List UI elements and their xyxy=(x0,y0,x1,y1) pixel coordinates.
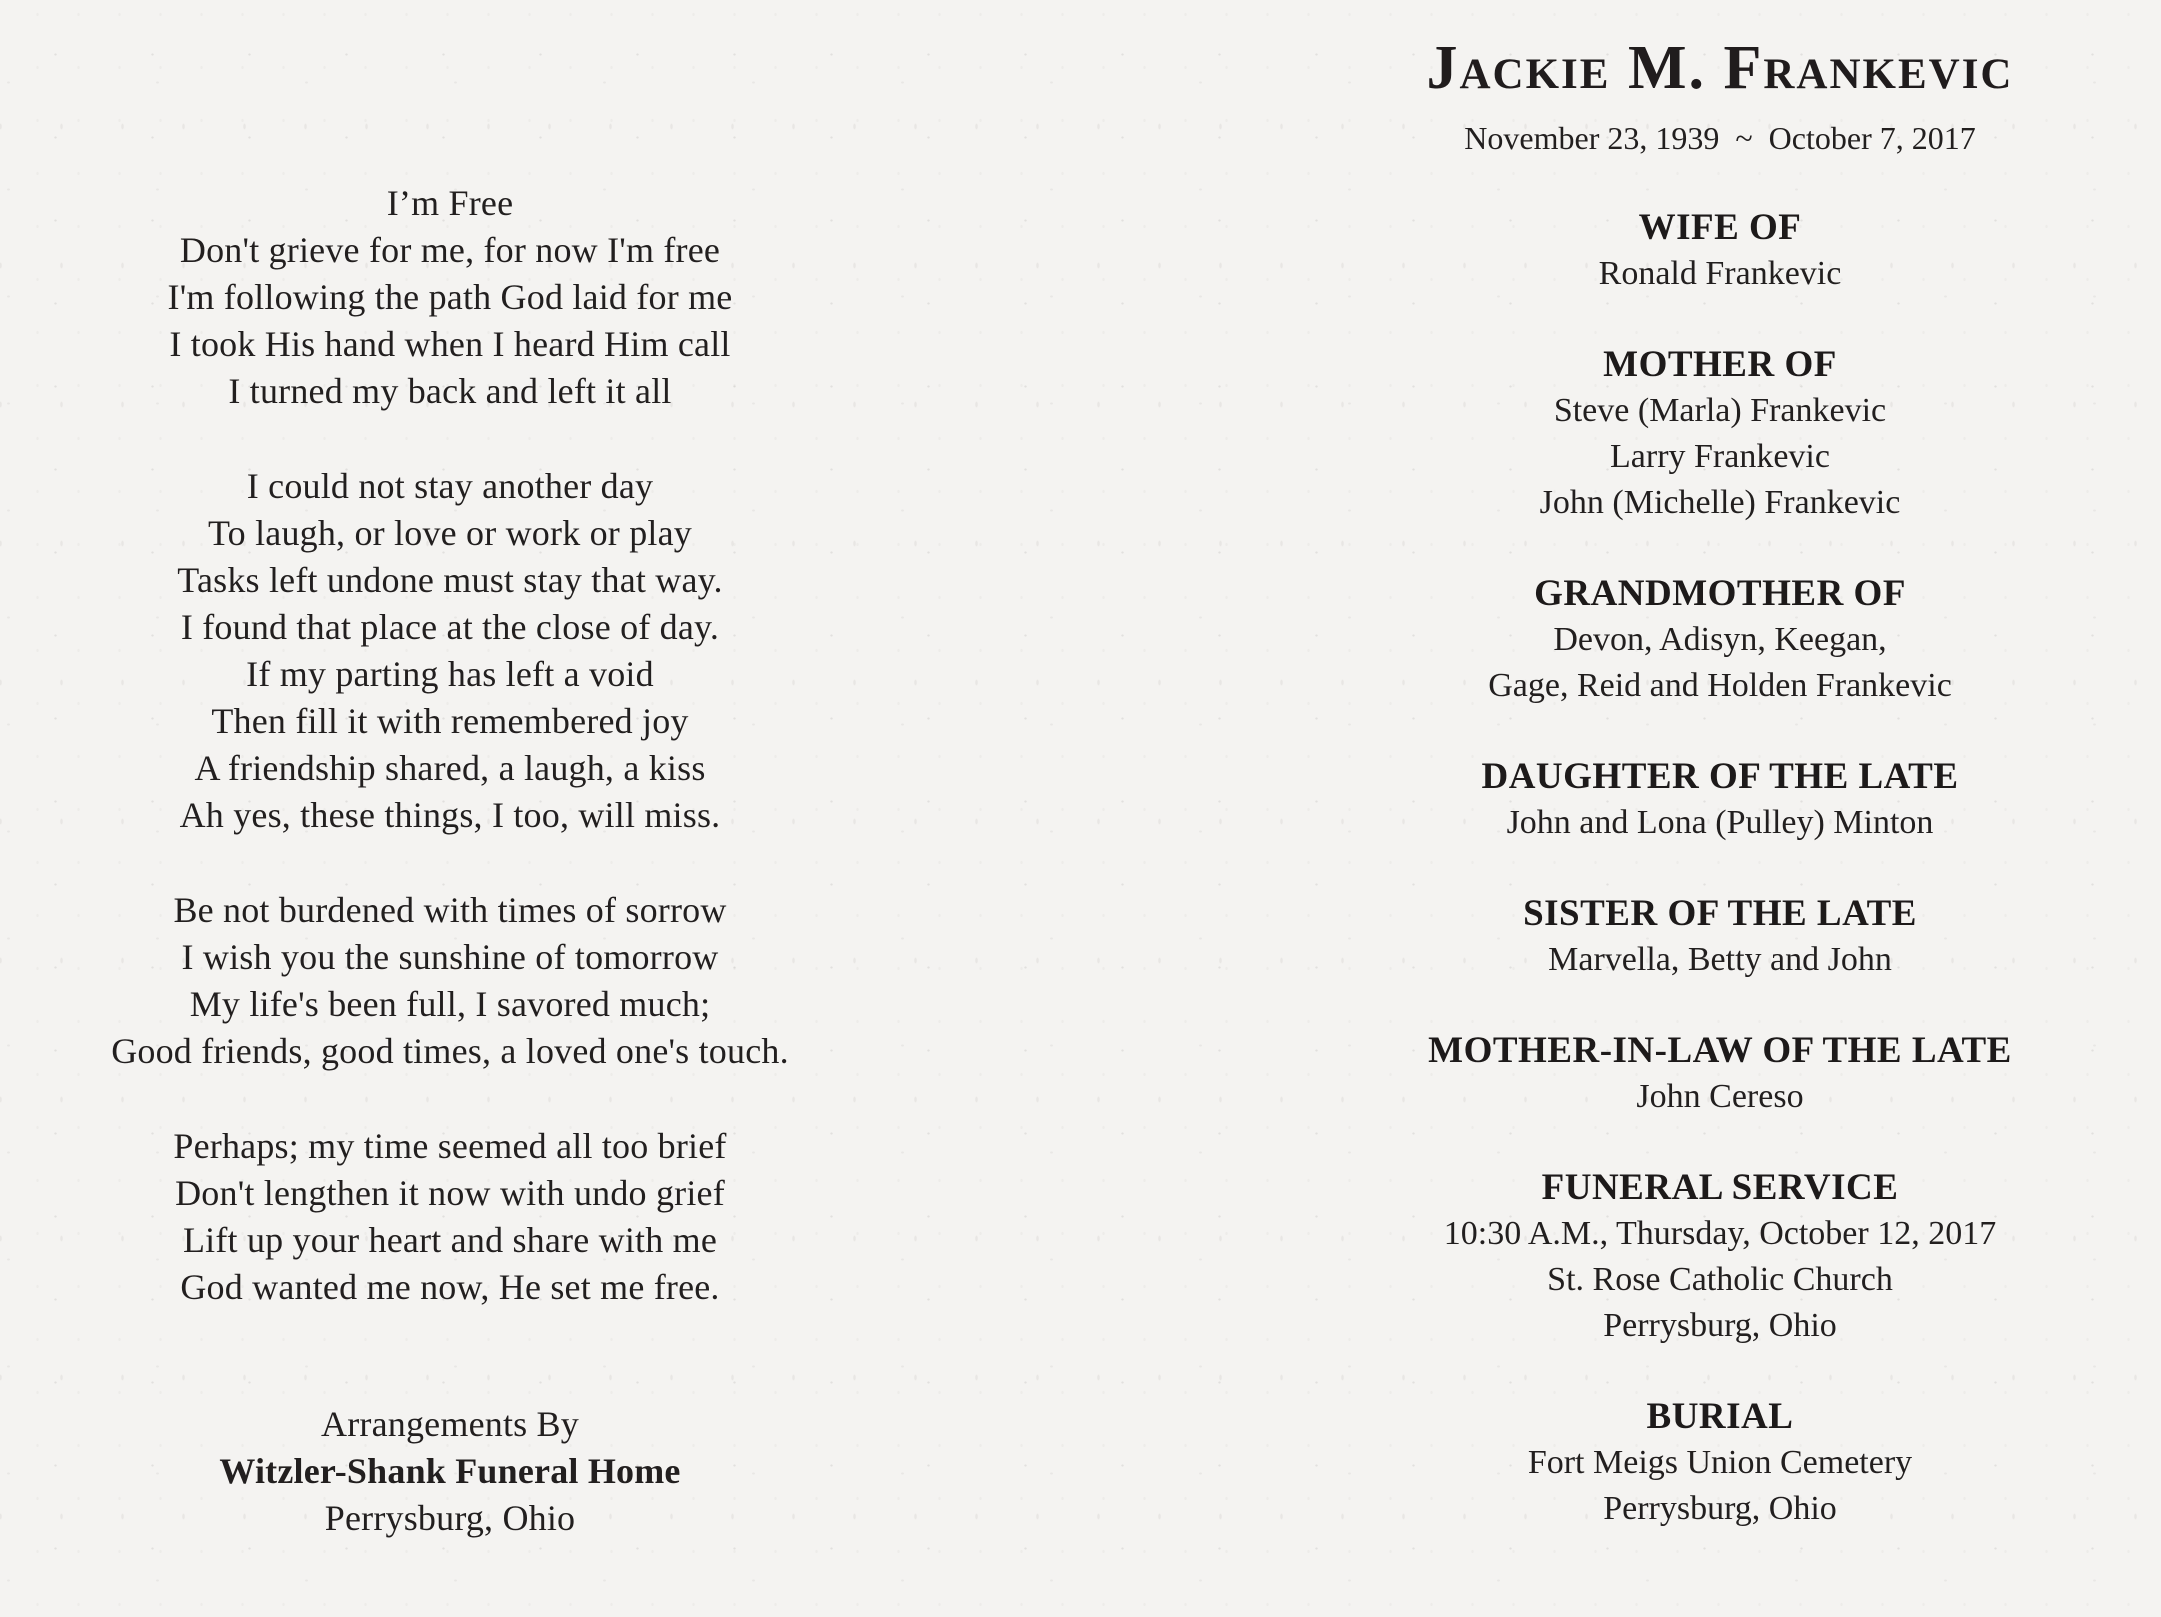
section-heading: WIFE OF xyxy=(1638,207,1802,248)
poem-stanza-1 xyxy=(30,180,870,415)
deceased-name: Jackie M. Frankevic xyxy=(1426,34,2014,102)
arrangements-block xyxy=(30,1401,870,1542)
poem-line: Perhaps; my time seemed all too brief xyxy=(173,1126,727,1166)
section-line: Larry Frankevic xyxy=(1610,438,1830,475)
section-mother-in-law-of-the-late xyxy=(1318,1028,2122,1120)
section-heading: SISTER OF THE LATE xyxy=(1523,893,1917,934)
funeral-home-city: Perrysburg, Ohio xyxy=(324,1498,576,1538)
poem-column xyxy=(30,180,870,1542)
poem-stanza-2 xyxy=(30,463,870,839)
poem-line: Lift up your heart and share with me xyxy=(182,1220,718,1260)
poem-line: My life's been full, I savored much; xyxy=(189,984,711,1024)
poem-line: Be not burdened with times of sorrow xyxy=(173,890,727,930)
section-line: Devon, Adisyn, Keegan, xyxy=(1553,621,1887,658)
poem-line: If my parting has left a void xyxy=(246,654,654,694)
section-grandmother-of xyxy=(1318,571,2122,709)
poem-line: I turned my back and left it all xyxy=(228,371,672,411)
section-line: Marvella, Betty and John xyxy=(1548,941,1892,978)
poem-title: I’m Free xyxy=(386,183,514,223)
section-line: Gage, Reid and Holden Frankevic xyxy=(1488,667,1952,704)
section-line: St. Rose Catholic Church xyxy=(1547,1261,1893,1298)
poem-line: Don't grieve for me, for now I'm free xyxy=(179,230,721,270)
section-line: Fort Meigs Union Cemetery xyxy=(1527,1444,1913,1481)
poem-stanza-4 xyxy=(30,1123,870,1311)
section-line: 10:30 A.M., Thursday, October 12, 2017 xyxy=(1443,1215,1997,1252)
section-line: Perrysburg, Ohio xyxy=(1603,1307,1837,1344)
section-daughter-of-the-late xyxy=(1318,754,2122,846)
section-heading: GRANDMOTHER OF xyxy=(1534,573,1906,614)
obituary-column xyxy=(1318,28,2122,1532)
life-dates: November 23, 1939 ~ October 7, 2017 xyxy=(1464,120,1976,156)
poem-line: Don't lengthen it now with undo grief xyxy=(175,1173,725,1213)
section-heading: FUNERAL SERVICE xyxy=(1541,1167,1899,1208)
poem-line: Tasks left undone must stay that way. xyxy=(177,560,723,600)
poem-line: I'm following the path God laid for me xyxy=(167,277,733,317)
section-heading: BURIAL xyxy=(1646,1396,1794,1437)
poem-stanza-3 xyxy=(30,887,870,1075)
section-line: John Cereso xyxy=(1636,1078,1804,1115)
poem-line: I wish you the sunshine of tomorrow xyxy=(181,937,719,977)
section-line: Ronald Frankevic xyxy=(1598,255,1842,292)
section-line: Perrysburg, Ohio xyxy=(1603,1490,1837,1527)
section-line: John and Lona (Pulley) Minton xyxy=(1506,804,1934,841)
section-line: John (Michelle) Frankevic xyxy=(1539,484,1901,521)
poem-line: A friendship shared, a laugh, a kiss xyxy=(194,748,706,788)
section-heading: MOTHER OF xyxy=(1603,344,1837,385)
poem-line: I could not stay another day xyxy=(246,466,654,506)
arrangements-label: Arrangements By xyxy=(321,1404,579,1444)
poem-line: I found that place at the close of day. xyxy=(180,607,720,647)
section-sister-of-the-late xyxy=(1318,891,2122,983)
poem-line: Good friends, good times, a loved one's touch. xyxy=(111,1031,789,1071)
section-mother-of xyxy=(1318,342,2122,526)
poem-line: I took His hand when I heard Him call xyxy=(169,324,731,364)
section-wife-of xyxy=(1318,205,2122,297)
section-heading: DAUGHTER OF THE LATE xyxy=(1481,756,1959,797)
poem-line: God wanted me now, He set me free. xyxy=(180,1267,720,1307)
poem-line: To laugh, or love or work or play xyxy=(208,513,692,553)
section-burial xyxy=(1318,1394,2122,1532)
funeral-home-name: Witzler-Shank Funeral Home xyxy=(219,1451,681,1491)
poem-line: Then fill it with remembered joy xyxy=(211,701,689,741)
section-heading: MOTHER-IN-LAW OF THE LATE xyxy=(1428,1030,2012,1071)
section-funeral-service xyxy=(1318,1165,2122,1349)
section-line: Steve (Marla) Frankevic xyxy=(1553,392,1887,429)
poem-line: Ah yes, these things, I too, will miss. xyxy=(179,795,721,835)
